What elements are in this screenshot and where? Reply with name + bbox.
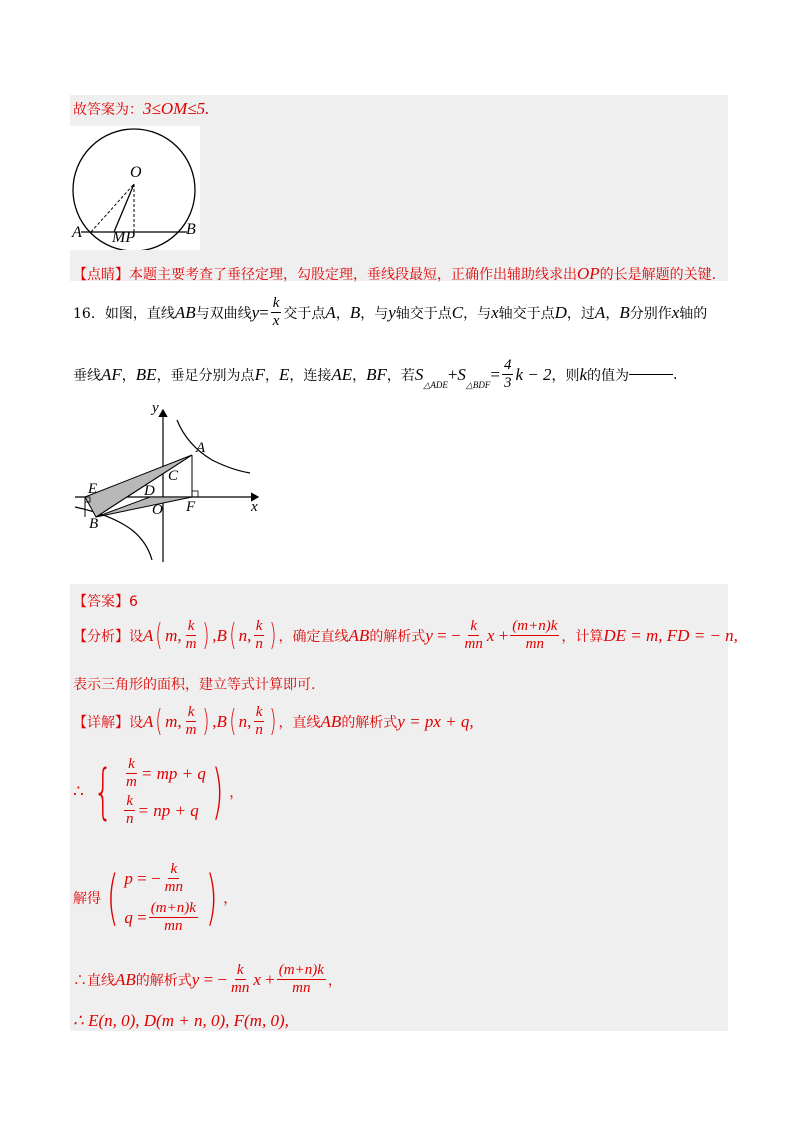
t: k	[579, 364, 588, 384]
t: ，若	[386, 367, 415, 384]
frac-num: k	[272, 295, 280, 311]
t: x	[671, 302, 680, 322]
t: =	[490, 364, 500, 384]
t: ，	[121, 367, 136, 384]
frac-den: 3	[503, 375, 512, 391]
t: △ADE	[423, 380, 448, 390]
t: AB	[115, 969, 136, 989]
t: A	[325, 302, 336, 322]
t: AE	[331, 364, 353, 384]
t: DE = m, FD = − n,	[603, 625, 738, 645]
t: y	[388, 302, 396, 322]
answer-math: 3≤OM≤5.	[143, 99, 210, 118]
t: ，与	[360, 305, 389, 322]
note-text: 本题主要考查了垂径定理，勾股定理，垂线段最短，正确作出辅助线求出	[129, 267, 577, 283]
t: ，	[605, 305, 620, 322]
frac-4-3	[502, 358, 514, 391]
t: 设	[129, 714, 143, 731]
t: 交于点	[283, 305, 326, 322]
points-line: ∴ E(n, 0), D(m + n, 0), F(m, 0),	[73, 1011, 289, 1030]
t: F	[254, 364, 265, 384]
t: 如图，直线	[104, 305, 175, 322]
t: 分别作	[629, 305, 672, 322]
t: ，	[264, 367, 279, 384]
t: AB	[348, 625, 370, 645]
t: 直线	[292, 714, 321, 731]
t: ，过	[566, 305, 595, 322]
label-MP: MP	[112, 229, 136, 246]
t: 垂线	[73, 367, 101, 384]
frac-k-x	[271, 296, 282, 329]
system-1: ∴ { $\frac{k}{m}$ = mp + q $\frac{k}{n}$ = np + q ) ，	[73, 756, 244, 827]
t: AF	[101, 364, 122, 384]
solve: 解得	[73, 891, 101, 907]
t: BE	[135, 364, 157, 384]
t: D	[554, 302, 567, 322]
problem-line-1	[73, 296, 707, 329]
t: 的解析式	[369, 628, 426, 645]
t: △BDF	[465, 380, 491, 390]
note-op: OP	[577, 264, 600, 283]
t: ，	[335, 305, 350, 322]
answer-line	[73, 99, 209, 119]
analysis-line-2: 表示三角形的面积，建立等式计算即可.	[73, 677, 316, 693]
t: BF	[366, 364, 387, 384]
t: AB	[174, 302, 196, 322]
t: C	[451, 302, 464, 322]
fig2-D: D	[144, 483, 155, 499]
t: ，	[352, 367, 367, 384]
fig2-E: E	[88, 481, 98, 497]
label-A: A	[72, 224, 82, 241]
t: = mp + q	[140, 763, 206, 783]
t: .	[673, 366, 678, 383]
fig2-C: C	[168, 468, 179, 484]
t: x	[491, 302, 499, 322]
t: y	[251, 302, 260, 322]
t: ，则	[551, 367, 580, 384]
circle-figure	[70, 126, 200, 250]
t: = np + q	[137, 800, 199, 820]
t: 轴的	[679, 305, 708, 322]
t: A	[594, 302, 606, 322]
fig2-O: O	[152, 502, 163, 518]
problem-line-2	[73, 358, 677, 391]
t: ，垂足分别为点	[156, 367, 255, 384]
frac-den: x	[272, 313, 280, 329]
fig2-A: A	[196, 440, 206, 456]
detail-line: 【详解】 设 A ( m , $\frac{k}{m}$ ) , B ( n , $\frac{k}{n}$ ) ， 直线 AB 的解析式 y = px + q,	[73, 704, 474, 739]
t: S	[457, 364, 466, 384]
t: +	[447, 364, 458, 384]
t: ，连接	[289, 367, 332, 384]
answer-blank	[629, 374, 673, 375]
t: ∴直线	[73, 972, 115, 989]
analysis-line: 【分析】 设 A ( m , $\frac{k}{m}$ ) , B ( n , $\frac{k}{n}$ ) ， 确定直线 AB 的解析式 y = − $\frac{k}{mn}$ x + $\frac{(m+n)k}{mn}$ ， 计算 DE = m, FD = − n,	[73, 618, 738, 653]
label-B: B	[186, 221, 196, 238]
t: 计算	[575, 628, 604, 645]
answer-tag: 【答案】	[73, 594, 129, 610]
t: AB	[320, 711, 342, 731]
t: B	[349, 302, 361, 322]
t: 轴交于点	[498, 305, 555, 322]
t: 轴交于点	[395, 305, 452, 322]
fig2-B: B	[89, 516, 99, 532]
t: ，与	[463, 305, 492, 322]
fig2-x: x	[251, 499, 258, 515]
note-line	[73, 264, 716, 284]
t: E	[278, 364, 290, 384]
answer-value: 6	[129, 594, 138, 610]
system-2: 解得 ( p = − $\frac{k}{mn}$ q = $\frac{(m+n)k}{mn}$ ) ，	[73, 861, 238, 934]
analysis-tag: 【分析】	[73, 628, 129, 645]
label-O: O	[130, 164, 142, 181]
t: S	[414, 364, 424, 384]
fig2-y: y	[152, 400, 159, 416]
t: 的解析式	[135, 972, 192, 989]
t: 确定直线	[292, 628, 349, 645]
detail-tag: 【详解】	[73, 714, 129, 731]
note-tail: 的长是解题的关键.	[599, 267, 717, 283]
note-tag: 【点睛】	[73, 267, 129, 283]
t: =	[259, 302, 269, 322]
t: k − 2	[515, 364, 552, 384]
hyperbola-figure	[72, 400, 267, 565]
line-ab-expr: ∴直线 AB 的解析式 y = − $\frac{k}{mn}$ x + $\frac{(m+n)k}{mn}$ ，	[73, 962, 342, 996]
therefore: ∴	[73, 782, 84, 801]
answer-prefix: 故答案为：	[73, 102, 143, 118]
answer-16	[73, 591, 138, 611]
t: 与双曲线	[195, 305, 252, 322]
problem-number: 16．	[73, 305, 105, 322]
t: 设	[129, 628, 143, 645]
frac-num: 4	[503, 357, 512, 373]
t: y = px + q,	[397, 711, 474, 731]
t: 的值为	[587, 367, 630, 384]
fig2-F: F	[186, 499, 196, 515]
t: 的解析式	[341, 714, 398, 731]
t: B	[619, 302, 630, 322]
